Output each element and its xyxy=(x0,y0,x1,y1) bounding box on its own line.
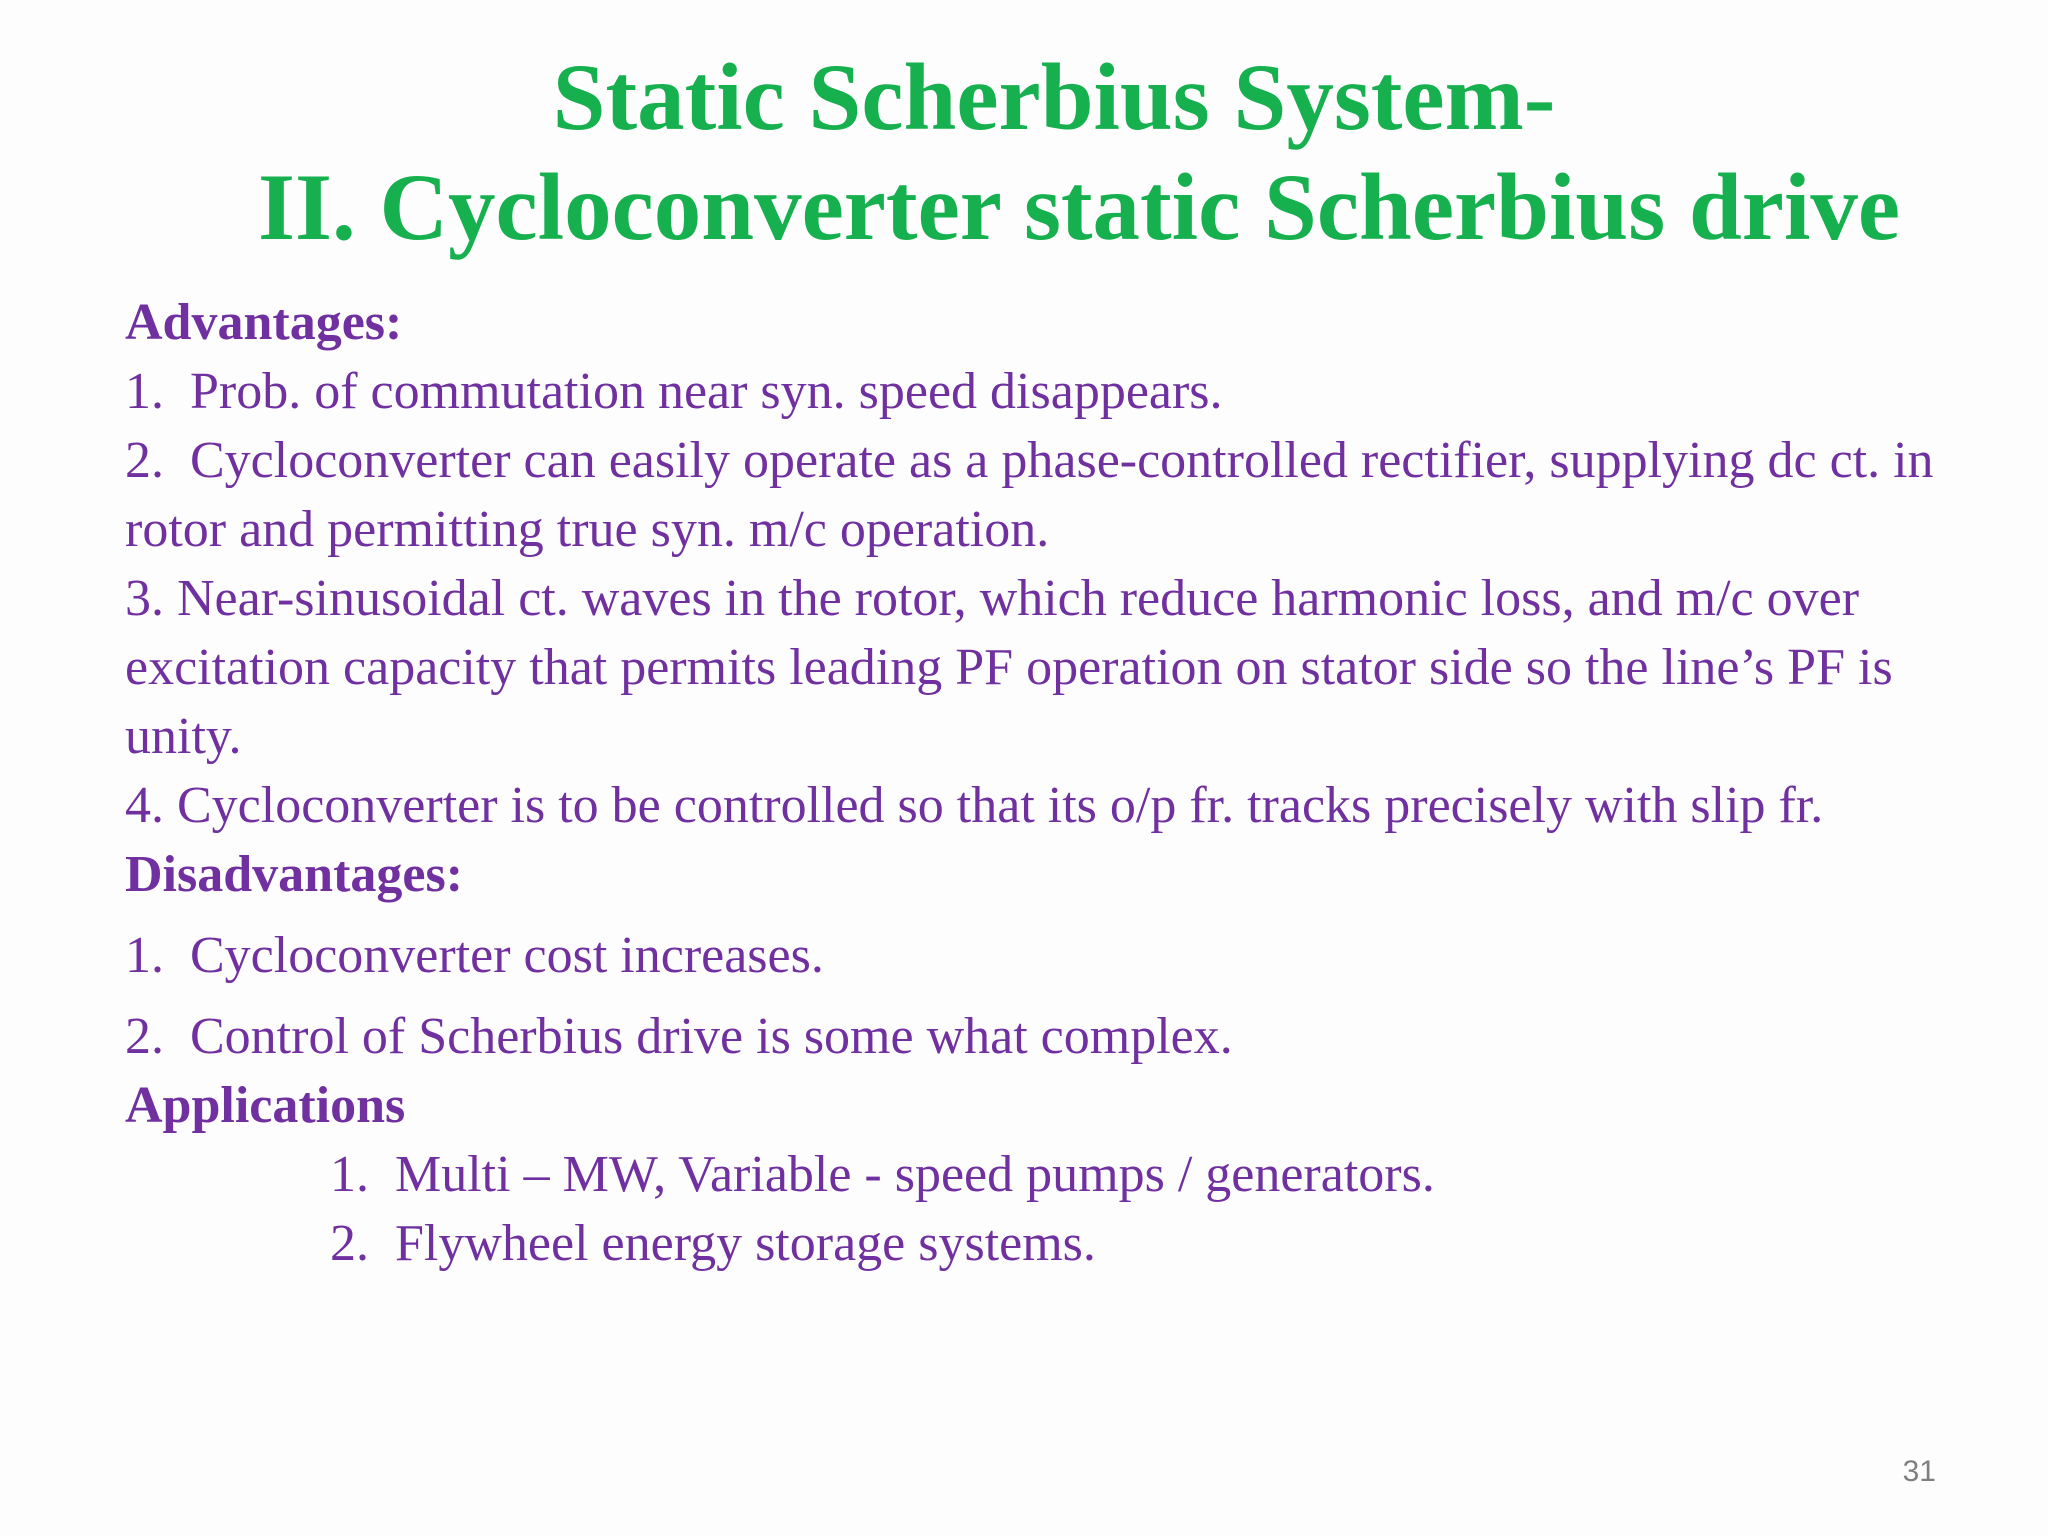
item-number: 4. xyxy=(125,777,177,834)
advantage-item-3 xyxy=(125,564,1955,771)
slide-title xyxy=(0,42,2048,262)
disadvantages-heading: Disadvantages: xyxy=(125,846,464,903)
advantage-item-1 xyxy=(125,357,1955,426)
application-item-2 xyxy=(330,1209,1955,1278)
applications-list xyxy=(125,1140,1955,1278)
item-text: Cycloconverter can easily operate as a phase-controlled rectifier, supplying dc ct. in rotor and permitting true syn. m/c operation. xyxy=(125,432,1934,558)
item-number: 2. xyxy=(125,1008,190,1065)
item-text: Prob. of commutation near syn. speed disappears. xyxy=(190,363,1223,420)
item-number: 2. xyxy=(125,432,190,489)
item-number: 2. xyxy=(330,1215,395,1272)
applications-heading: Applications xyxy=(125,1077,406,1134)
application-item-1 xyxy=(330,1140,1955,1209)
advantage-item-2 xyxy=(125,426,1955,564)
item-text: Cycloconverter is to be controlled so that its o/p fr. tracks precisely with slip fr. xyxy=(177,777,1824,834)
item-text: Multi – MW, Variable - speed pumps / generators. xyxy=(395,1146,1435,1203)
item-number: 1. xyxy=(125,363,190,420)
title-line-1: Static Scherbius System- xyxy=(552,44,1556,150)
advantage-item-4 xyxy=(125,771,1955,840)
slide-body xyxy=(125,288,1955,1278)
item-text: Control of Scherbius drive is some what complex. xyxy=(190,1008,1233,1065)
disadvantage-item-1 xyxy=(125,921,1955,990)
item-number: 1. xyxy=(125,927,190,984)
advantages-heading: Advantages: xyxy=(125,294,403,351)
disadvantage-item-2 xyxy=(125,1002,1955,1071)
item-text: Flywheel energy storage systems. xyxy=(395,1215,1096,1272)
item-number: 3. xyxy=(125,570,177,627)
title-line-2: II. Cycloconverter static Scherbius drive xyxy=(258,154,1900,260)
page-number: 31 xyxy=(1902,1455,1936,1488)
item-text: Near-sinusoidal ct. waves in the rotor, which reduce harmonic loss, and m/c over excitation capacity that permits leading PF operation on stator side so the line’s PF is unity. xyxy=(125,570,1893,765)
item-text: Cycloconverter cost increases. xyxy=(190,927,824,984)
item-number: 1. xyxy=(330,1146,395,1203)
